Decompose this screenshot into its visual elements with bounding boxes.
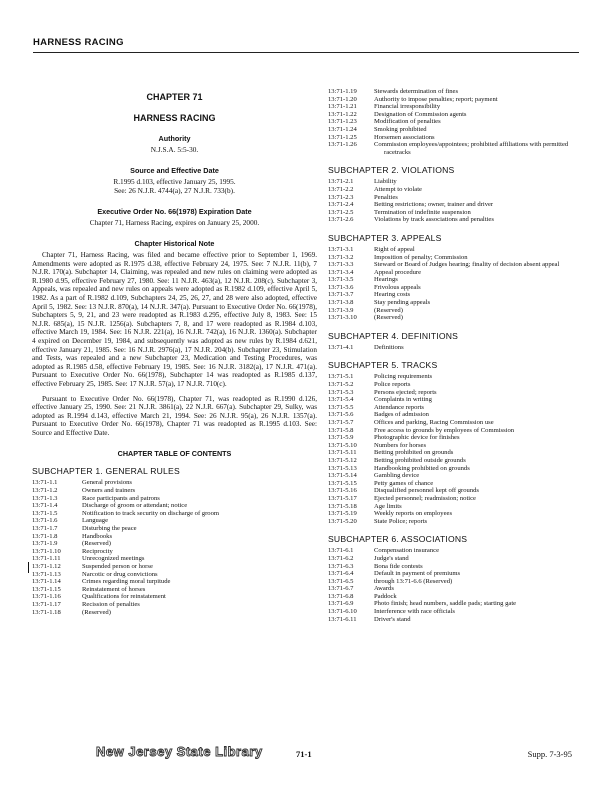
section-number: 13:71-3.5 <box>328 276 354 284</box>
section-number: 13:71-2.2 <box>328 185 354 193</box>
section-number: 13:71-6.4 <box>328 570 354 578</box>
section-number: 13:71-6.10 <box>328 608 357 616</box>
section-title: Termination of indefinite suspension <box>374 208 471 216</box>
subchapter-heading: SUBCHAPTER 1. GENERAL RULES <box>32 466 180 477</box>
section-title: Suspended person or horse <box>82 563 153 570</box>
library-watermark: New Jersey State Library <box>96 744 263 759</box>
section-number: 13:71-2.6 <box>328 216 354 224</box>
section-title: Offices and parking, Racing Commission use <box>374 419 494 426</box>
section-title: Narcotic or drug convictions <box>82 570 158 578</box>
section-list <box>328 88 584 156</box>
section-number: 13:71-5.13 <box>328 464 357 472</box>
page-number: 71-1 <box>296 749 312 759</box>
toc-entry[interactable] <box>328 419 584 427</box>
section-title: Reinstatement of horses <box>82 585 146 593</box>
section-title: Driver's stand <box>374 615 411 623</box>
section-title: Stay pending appeals <box>374 299 431 307</box>
toc-entry[interactable] <box>328 284 584 292</box>
section-list <box>328 373 584 525</box>
toc-entry[interactable] <box>328 276 584 284</box>
section-list <box>328 344 584 352</box>
toc-heading: CHAPTER TABLE OF CONTENTS <box>117 449 232 459</box>
section-number: 13:71-5.12 <box>328 456 357 464</box>
subchapter-heading: SUBCHAPTER 6. ASSOCIATIONS <box>328 534 468 545</box>
section-number: 13:71-1.16 <box>32 593 61 601</box>
section-number: 13:71-1.7 <box>32 525 58 533</box>
section-number: 13:71-1.21 <box>328 103 357 111</box>
section-list <box>328 178 584 224</box>
section-number: 13:71-2.3 <box>328 193 354 201</box>
toc-entry[interactable] <box>328 299 584 307</box>
toc-entry[interactable] <box>32 495 317 503</box>
section-title: Notification to track security on discharge of groom <box>82 509 220 517</box>
section-number: 13:71-1.11 <box>32 555 61 563</box>
section-number: 13:71-3.8 <box>328 299 354 307</box>
section-title: Liability <box>374 178 397 186</box>
section-number: 13:71-5.1 <box>328 373 354 381</box>
toc-entry[interactable] <box>328 495 584 503</box>
toc-entry[interactable] <box>328 449 584 457</box>
section-number: 13:71-1.25 <box>328 133 357 141</box>
section-title: Race participants and patrons <box>82 494 160 502</box>
section-list <box>328 246 584 322</box>
section-number: 13:71-3.1 <box>328 245 354 253</box>
section-number: 13:71-1.20 <box>328 95 357 103</box>
toc-entry[interactable] <box>32 479 317 487</box>
supplement-date: Supp. 7-3-95 <box>527 749 572 759</box>
section-title: Handbooks <box>82 532 113 540</box>
section-title: Steward or Board of Judges hearing; finality of decision absent appeal <box>374 261 560 269</box>
toc-entry[interactable] <box>32 571 317 579</box>
section-title: Crimes regarding moral turpitude <box>82 578 171 586</box>
source-line-2: See: 26 N.J.R. 4744(a), 27 N.J.R. 733(b). <box>114 186 235 195</box>
toc-entry[interactable] <box>328 254 584 262</box>
section-number: 13:71-1.18 <box>32 608 61 616</box>
section-title: Attendance reports <box>374 403 424 411</box>
section-number: 13:71-5.17 <box>328 494 357 502</box>
section-title: Language <box>82 517 108 525</box>
section-title: Imposition of penalty; Commission <box>374 253 468 261</box>
section-number: 13:71-1.9 <box>32 540 58 548</box>
toc-entry[interactable] <box>328 178 584 186</box>
section-number: 13:71-3.9 <box>328 306 354 314</box>
section-title: Photographic device for finishes <box>374 434 460 442</box>
section-title: Paddock <box>374 592 397 600</box>
authority-heading: Authority <box>158 134 191 143</box>
toc-entry[interactable] <box>328 126 584 134</box>
section-title: Frivolous appeals <box>374 283 421 291</box>
subchapter-heading: SUBCHAPTER 2. VIOLATIONS <box>328 165 455 176</box>
change-bar <box>28 562 29 573</box>
subchapter-heading: SUBCHAPTER 4. DEFINITIONS <box>328 330 459 341</box>
toc-entry[interactable] <box>328 396 584 404</box>
section-title: Interference with race officials <box>374 608 455 616</box>
toc-entry[interactable] <box>328 103 584 111</box>
section-number: 13:71-1.1 <box>32 479 58 487</box>
section-title: Age limits <box>374 502 402 510</box>
toc-entry[interactable] <box>328 96 584 104</box>
toc-entry[interactable] <box>328 600 584 608</box>
section-title: Compensation insurance <box>374 547 440 555</box>
section-title: Complaints in writing <box>374 396 432 404</box>
toc-entry[interactable] <box>328 442 584 450</box>
section-number: 13:71-1.24 <box>328 125 357 133</box>
section-title: Betting prohibited outside grounds <box>374 456 466 464</box>
section-number: 13:71-5.11 <box>328 449 357 457</box>
toc-entry[interactable] <box>328 487 584 495</box>
historical-note-paragraph-1: Chapter 71, Harness Racing, was filed and became effective prior to September 1, 1969. Amendments were adopted as R.1975 d.38, effective February 24, 1975. See: 7 N.J.R. 11(b), 7 N.J.R. 170(a). Subchapter 14, Claiming, was repealed and new rules on claiming were adopted as R.1980 d.95, effective February 27, 1980. See: 11 N.J.R. 463(a), 12 N.J.R. 208(c). Subchapter 3, Appeals, was repealed and new rules on appeals were adopted as R.1982 d.109, effective April 5, 1982. As a part of R.1982 d.109, Subchapters 24, 25, 26, 27, and 28 were also adopted, effective April 5, 1982. See: 13 N.J.R. 870(a), 14 N.J.R. 347(a). Pursuant to Executive Order No. 66(1978), Subchapters 5, 9, 21, and 23 were readopted as R.1983 d.295, effective July 8, 1983. See: 15 N.J.R. 685(a), 15 N.J.R. 1256(a). Subchapters 7, 8, and 17 were readopted as R.1984 d.103, effective March 19, 1984. See: 16 N.J.R. 221(a), 16 N.J.R. 742(a), 16 N.J.R. 1360(a). Subchapter 4 expired on December 19, 1984, and subsequently was adopted as new rules by R.1984 d.621, effective January 21, 1985. See: 16 N.J.R. 2976(a), 17 N.J.R. 204(b). Subchapter 23, Stimulation and Tests, was repealed and a new Subchapter 23, Medication and Testing Procedures, was adopted as R.1985 d.58, effective February 19, 1985. See: 16 N.J.R. 3182(a), 17 N.J.R. 471(a). Pursuant to Executive Order No. 66(1978), Subchapter 14 was readopted as R.1985 d.137, effective February 25, 1985. See: 17 N.J.R. 57(a), 17 N.J.R. 710(c). <box>32 251 317 388</box>
section-number: 13:71-4.1 <box>328 343 354 351</box>
section-list <box>328 547 584 623</box>
section-number: 13:71-1.13 <box>32 570 61 578</box>
toc-entry[interactable] <box>328 411 584 419</box>
section-number: 13:71-1.8 <box>32 532 58 540</box>
section-number: 13:71-5.16 <box>328 487 357 495</box>
section-number: 13:71-1.5 <box>32 509 58 517</box>
toc-entry[interactable] <box>328 457 584 465</box>
section-title: Weekly reports on employees <box>374 510 453 518</box>
historical-note-heading: Chapter Historical Note <box>134 239 215 248</box>
section-title: Recission of penalties <box>82 600 140 608</box>
section-number: 13:71-5.8 <box>328 426 354 434</box>
toc-entry[interactable] <box>32 510 317 518</box>
section-title: Numbers for horses <box>374 441 427 449</box>
section-title: Disqualified personnel kept off grounds <box>374 487 479 495</box>
section-number: 13:71-1.22 <box>328 110 357 118</box>
toc-entry[interactable] <box>32 555 317 563</box>
section-title: Bona fide contests <box>374 562 423 570</box>
toc-entry[interactable] <box>328 608 584 616</box>
toc-entry[interactable] <box>328 480 584 488</box>
section-number: 13:71-5.5 <box>328 403 354 411</box>
section-number: 13:71-1.26 <box>328 141 357 149</box>
toc-entry[interactable] <box>328 216 584 224</box>
toc-entry[interactable] <box>328 291 584 299</box>
section-title: State Police; reports <box>374 517 428 525</box>
toc-entry[interactable] <box>328 307 584 315</box>
section-title: Betting prohibited on grounds <box>374 449 454 457</box>
chapter-number: CHAPTER 71 <box>146 92 203 102</box>
section-title: Smoking prohibited <box>374 125 427 133</box>
toc-entry[interactable] <box>32 533 317 541</box>
toc-entry[interactable] <box>328 88 584 96</box>
section-title: (Reserved) <box>374 306 403 314</box>
section-number: 13:71-6.11 <box>328 615 357 623</box>
section-number: 13:71-6.8 <box>328 592 354 600</box>
toc-entry[interactable] <box>328 593 584 601</box>
historical-note-paragraph-2: Pursuant to Executive Order No. 66(1978), Chapter 71, was readopted as R.1990 d.126, effective January 25, 1990. See: 21 N.J.R. 3861(a), 22 N.J.R. 667(a). Subchapter 29, Sulky, was adopted as R.1994 d.143, effective March 21, 1994. See: 26 N.J.R. 95(a), 26 N.J.R. 1357(a). Pursuant to Executive Order No. 66(1978), Chapter 71 was readopted as R.1995 d.103. See: Source and Effective Date. <box>32 394 317 437</box>
section-number: 13:71-1.2 <box>32 487 58 495</box>
section-title: Horsemen associations <box>374 133 435 141</box>
toc-entry[interactable] <box>328 381 584 389</box>
section-number: 13:71-5.7 <box>328 419 354 426</box>
section-number: 13:71-3.6 <box>328 283 354 291</box>
toc-entry[interactable] <box>32 487 317 495</box>
toc-entry[interactable] <box>328 503 584 511</box>
toc-entry[interactable] <box>32 609 317 617</box>
section-number: 13:71-1.12 <box>32 563 61 570</box>
chapter-name: HARNESS RACING <box>133 113 216 123</box>
toc-entry[interactable] <box>328 209 584 217</box>
section-title: Gambling device <box>374 472 420 480</box>
section-title: Judge's stand <box>374 554 409 562</box>
executive-order-heading: Executive Order No. 66(1978) Expiration Date <box>97 207 252 216</box>
toc-entry[interactable] <box>328 118 584 126</box>
section-title: Violations by track associations and penalties <box>374 216 494 224</box>
section-number: 13:71-6.3 <box>328 562 354 570</box>
toc-entry[interactable] <box>32 548 317 556</box>
section-title: Photo finish; head numbers, saddle pads; starting gate <box>374 600 517 608</box>
toc-entry[interactable] <box>32 601 317 609</box>
toc-entry[interactable] <box>328 472 584 480</box>
toc-entry[interactable] <box>328 261 584 269</box>
section-title: Discharge of groom or attendant; notice <box>82 502 188 510</box>
toc-entry[interactable] <box>328 201 584 209</box>
section-title: Qualifications for reinstatement <box>82 593 166 601</box>
toc-entry[interactable] <box>328 518 584 526</box>
section-title: Betting restrictions; owner, trainer and driver <box>374 201 494 209</box>
section-title: Hearing costs <box>374 291 411 299</box>
section-title: through 13:71-6.6 (Reserved) <box>374 577 453 585</box>
section-title: Persons ejected; reports <box>374 388 437 396</box>
section-list <box>32 479 317 616</box>
section-title: Unrecognized meetings <box>82 555 145 563</box>
section-title: Disturbing the peace <box>82 525 137 533</box>
toc-entry[interactable] <box>328 373 584 381</box>
section-number: 13:71-5.3 <box>328 388 354 396</box>
section-title: Designation of Commission agents <box>374 110 467 118</box>
section-title: Awards <box>374 585 394 593</box>
section-number: 13:71-3.10 <box>328 314 357 322</box>
toc-entry[interactable] <box>32 525 317 533</box>
left-column <box>32 82 317 616</box>
toc-entry[interactable] <box>32 563 317 571</box>
section-title: Financial irresponsibility <box>374 103 441 111</box>
section-title: Commission employees/appointees; prohibited affiliations with permitted racetracks <box>374 141 569 156</box>
toc-entry[interactable] <box>328 427 584 435</box>
toc-entry[interactable] <box>328 578 584 586</box>
section-title: Default in payment of premiums <box>374 570 461 578</box>
section-number: 13:71-6.1 <box>328 547 354 555</box>
source-line-1: R.1995 d.103, effective January 25, 1995. <box>113 177 236 186</box>
subchapter-heading: SUBCHAPTER 3. APPEALS <box>328 232 442 243</box>
section-title: (Reserved) <box>374 314 403 322</box>
toc-entry[interactable] <box>328 547 584 555</box>
section-number: 13:71-5.2 <box>328 381 354 389</box>
toc-entry[interactable] <box>328 246 584 254</box>
section-number: 13:71-5.4 <box>328 396 354 404</box>
toc-entry[interactable] <box>32 586 317 594</box>
section-number: 13:71-2.1 <box>328 178 354 186</box>
section-number: 13:71-5.10 <box>328 441 357 449</box>
section-title: Stewards determination of fines <box>374 88 459 95</box>
toc-entry[interactable] <box>328 186 584 194</box>
section-number: 13:71-2.5 <box>328 208 354 216</box>
toc-entry[interactable] <box>328 194 584 202</box>
section-title: Reciprocity <box>82 547 113 555</box>
toc-entry[interactable] <box>328 389 584 397</box>
running-header: HARNESS RACING <box>33 37 124 48</box>
section-number: 13:71-6.2 <box>328 554 354 562</box>
toc-entry[interactable] <box>328 314 584 322</box>
section-number: 13:71-5.20 <box>328 517 357 525</box>
section-title: General provisions <box>82 479 132 487</box>
toc-entry[interactable] <box>328 616 584 624</box>
section-number: 13:71-1.19 <box>328 88 357 95</box>
section-title: Appeal procedure <box>374 268 422 276</box>
toc-entry[interactable] <box>328 555 584 563</box>
section-title: Police reports <box>374 381 411 389</box>
toc-entry[interactable] <box>32 593 317 601</box>
section-title: Authority to impose penalties; report; payment <box>374 95 498 103</box>
section-number: 13:71-5.15 <box>328 479 357 487</box>
section-title: Badges of admission <box>374 411 429 419</box>
toc-entry[interactable] <box>32 578 317 586</box>
toc-entry[interactable] <box>32 540 317 548</box>
section-number: 13:71-1.6 <box>32 517 58 525</box>
section-number: 13:71-5.9 <box>328 434 354 442</box>
toc-entry[interactable] <box>328 510 584 518</box>
section-number: 13:71-6.7 <box>328 585 354 593</box>
authority-text: N.J.S.A. 5:5-30. <box>150 145 199 154</box>
section-title: Ejected personnel; readmission; notice <box>374 494 476 502</box>
section-number: 13:71-3.2 <box>328 253 354 261</box>
section-number: 13:71-5.19 <box>328 510 357 518</box>
toc-entry[interactable] <box>328 404 584 412</box>
section-title: Free access to grounds by employees of Commission <box>374 426 515 434</box>
section-number: 13:71-3.7 <box>328 291 354 299</box>
section-number: 13:71-6.9 <box>328 600 354 608</box>
toc-entry[interactable] <box>328 585 584 593</box>
toc-entry[interactable] <box>328 434 584 442</box>
section-number: 13:71-6.5 <box>328 577 354 585</box>
section-title: Policing requirements <box>374 373 433 381</box>
section-number: 13:71-1.23 <box>328 118 357 126</box>
source-heading: Source and Effective Date <box>130 166 219 175</box>
section-title: Hearings <box>374 276 398 284</box>
page-footer <box>0 744 612 768</box>
toc-entry[interactable] <box>32 502 317 510</box>
executive-order-text: Chapter 71, Harness Racing, expires on January 25, 2000. <box>89 218 260 227</box>
subchapter-heading: SUBCHAPTER 5. TRACKS <box>328 360 438 371</box>
section-number: 13:71-2.4 <box>328 201 354 209</box>
toc-entry[interactable] <box>328 269 584 277</box>
section-title: (Reserved) <box>82 608 111 616</box>
section-title: Modification of penalties <box>374 118 441 126</box>
section-number: 13:71-1.3 <box>32 494 58 502</box>
toc-entry[interactable] <box>32 517 317 525</box>
section-number: 13:71-5.6 <box>328 411 354 419</box>
right-column <box>328 88 584 623</box>
header-rule <box>33 52 579 53</box>
section-title: Petty games of chance <box>374 479 434 487</box>
section-title: Attempt to violate <box>374 185 422 193</box>
toc-entry[interactable] <box>328 141 584 156</box>
section-number: 13:71-1.17 <box>32 600 61 608</box>
section-number: 13:71-1.14 <box>32 578 61 586</box>
toc-entry[interactable] <box>328 465 584 473</box>
section-number: 13:71-1.4 <box>32 502 58 510</box>
section-title: Penalties <box>374 193 398 201</box>
section-title: Handbooking prohibited on grounds <box>374 464 470 472</box>
section-number: 13:71-3.3 <box>328 261 354 269</box>
toc-entry[interactable] <box>328 111 584 119</box>
section-title: Owners and trainers <box>82 487 136 495</box>
toc-entry[interactable] <box>328 344 584 352</box>
toc-entry[interactable] <box>328 134 584 142</box>
toc-entry[interactable] <box>328 563 584 571</box>
section-title: Definitions <box>374 343 404 351</box>
section-number: 13:71-5.18 <box>328 502 357 510</box>
section-number: 13:71-5.14 <box>328 472 357 480</box>
section-number: 13:71-1.10 <box>32 547 61 555</box>
section-number: 13:71-3.4 <box>328 268 354 276</box>
section-number: 13:71-1.15 <box>32 585 61 593</box>
section-title: Right of appeal <box>374 245 415 253</box>
toc-entry[interactable] <box>328 570 584 578</box>
section-title: (Reserved) <box>82 540 111 548</box>
